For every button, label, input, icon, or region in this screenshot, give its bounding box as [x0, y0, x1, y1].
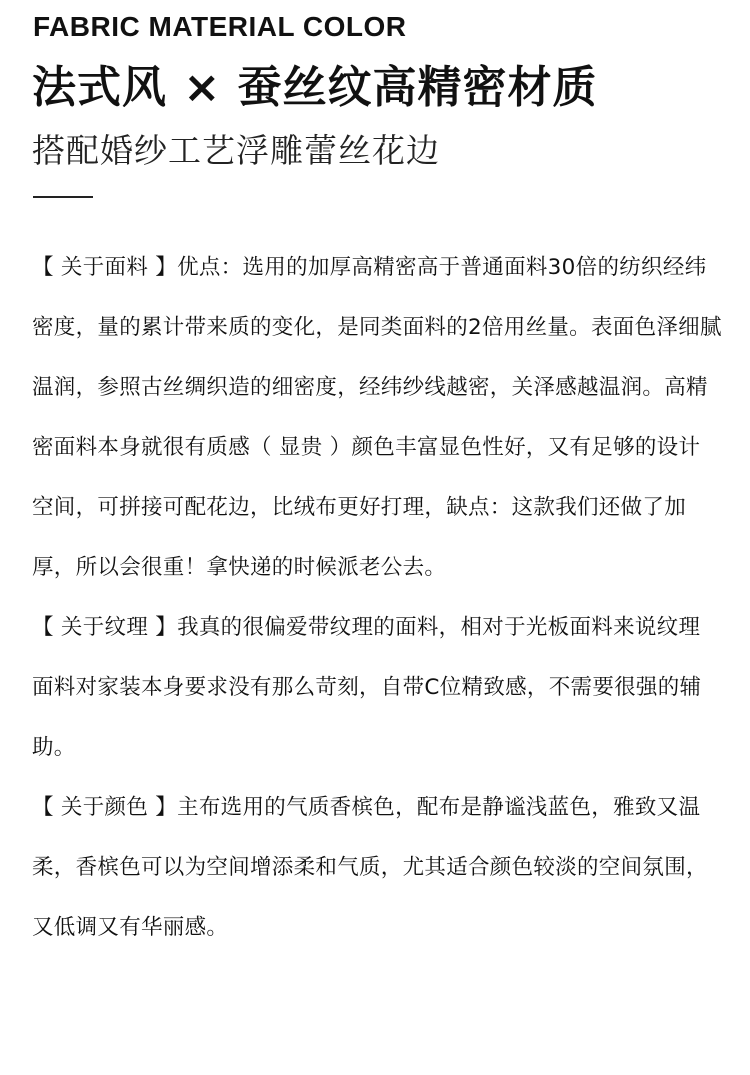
title-divider — [33, 196, 93, 198]
color-tag: 【 关于颜色 】 — [32, 795, 178, 820]
fabric-text: 优点：选用的加厚高精密高于普通面料30倍的纺织经纬密度，量的累计带来质的变化，是同类面料的2倍用丝量。表面色泽细腻温润，参照古丝绸织造的细密度，经纬纱线越密，关泽感越温润。高精密面料本身就很有质感（ 显贵 ）颜色丰富显色性好，又有足够的设计空间，可拼接可配花边，比绒布更好打理，缺点：这款我们还做了加厚，所以会很重！拿快递的时候派老公去。 — [32, 255, 722, 580]
fabric-tag: 【 关于面料 】 — [32, 255, 178, 280]
page-title: 法式风 × 蚕丝纹高精密材质 — [32, 62, 598, 113]
description-body — [32, 238, 722, 958]
page-subtitle: 搭配婚纱工艺浮雕蕾丝花边 — [32, 131, 440, 170]
texture-tag: 【 关于纹理 】 — [32, 615, 178, 640]
color-text: 主布选用的气质香槟色，配布是静谧浅蓝色，雅致又温柔，香槟色可以为空间增添柔和气质，尤其适合颜色较淡的空间氛围，又低调又有华丽感。 — [32, 795, 708, 940]
texture-paragraph — [32, 598, 722, 778]
texture-text: 我真的很偏爱带纹理的面料，相对于光板面料来说纹理面料对家装本身要求没有那么苛刻，自带C位精致感，不需要很强的辅助。 — [32, 615, 702, 760]
section-eyebrow: FABRIC MATERIAL COLOR — [33, 11, 407, 42]
color-paragraph — [32, 778, 722, 958]
fabric-paragraph — [32, 238, 722, 598]
